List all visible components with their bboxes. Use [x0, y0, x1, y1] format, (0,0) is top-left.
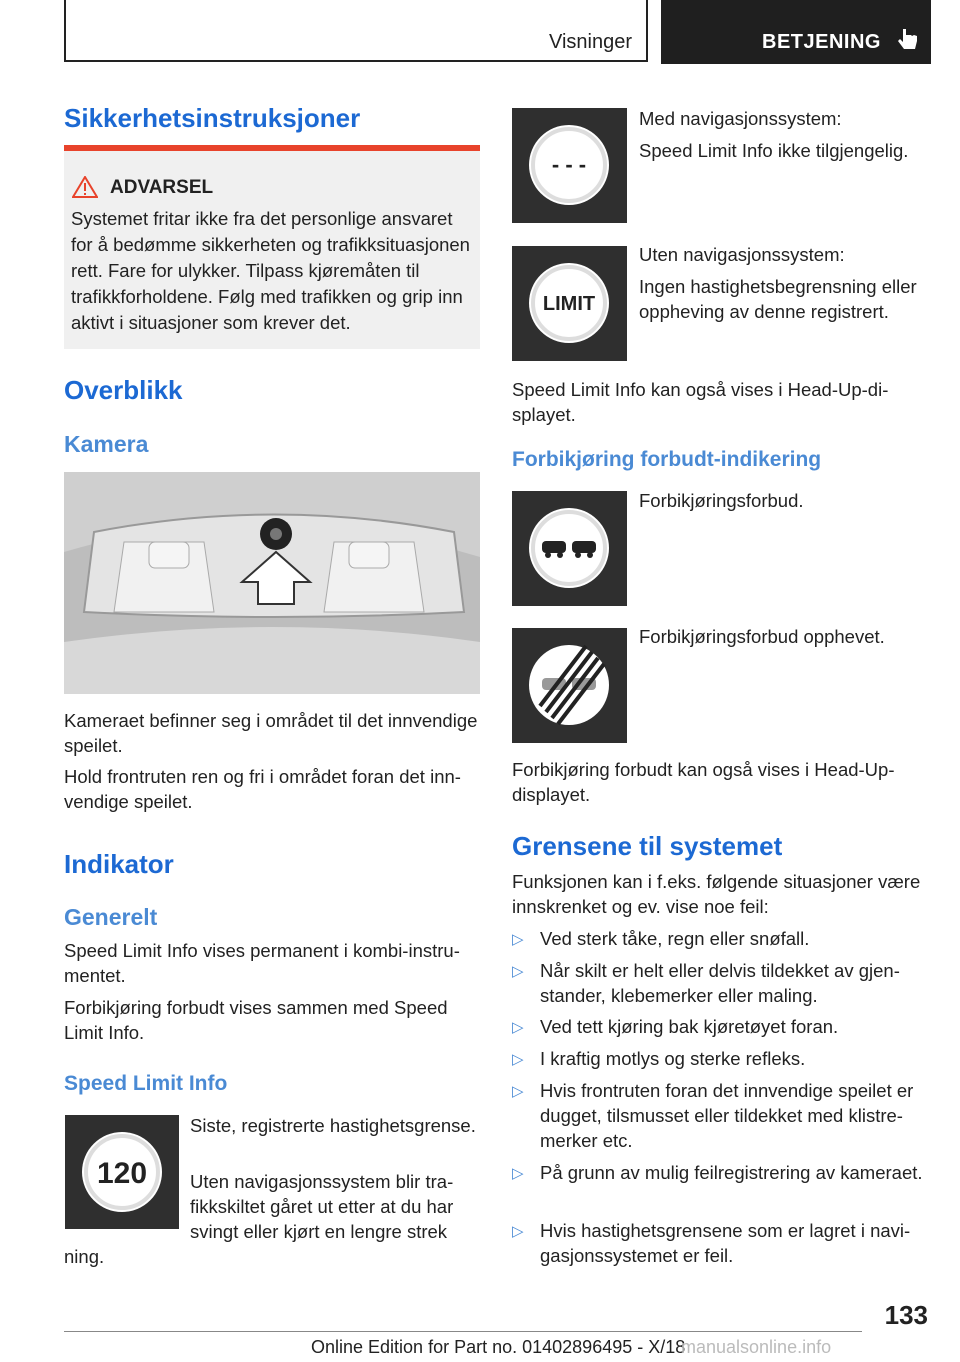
- heading-overblikk: Overblikk: [64, 375, 183, 405]
- sli-paragraph-2: Uten navigasjonssystem blir trafikkskiltet gåret ut etter at du har svingt eller kjørt en lengre strek: [190, 1171, 454, 1242]
- nav-text: Speed Limit Info ikke tilgjengelig.: [639, 140, 909, 161]
- speed-limit-120-sign: [65, 1115, 179, 1229]
- warning-label: ADVARSEL: [110, 177, 214, 198]
- hand-pointer-icon: [896, 27, 920, 53]
- kamera-paragraph-2: Hold frontruten ren og fri i området foran det innvendige speilet.: [64, 766, 461, 812]
- heading-forbikjoring: Forbikjøring forbudt-indikering: [512, 448, 822, 471]
- bullet-marker: ▷: [512, 1223, 524, 1240]
- no-overtaking-sign: [512, 491, 627, 606]
- sli-paragraph-2-end: ning.: [64, 1246, 105, 1267]
- bullet-marker: ▷: [512, 931, 524, 948]
- bullet-marker: ▷: [512, 1051, 524, 1068]
- list-item-text: Ved tett kjøring bak kjøretøyet foran.: [540, 1016, 839, 1037]
- list-item-text: Hvis hastighetsgrensene som er lagret i navigasjonssystemet er feil.: [540, 1220, 911, 1266]
- warning-triangle-icon: [72, 176, 98, 198]
- list-item-text: Ved sterk tåke, regn eller snøfall.: [540, 928, 810, 949]
- speed-limit-value: 120: [96, 1157, 148, 1190]
- forbud-text: Forbikjøringsforbud.: [639, 490, 804, 511]
- dashes-sign: [512, 108, 627, 223]
- limit-sign-text: LIMIT: [542, 293, 596, 315]
- forbikj-hud-text: Forbikjøring forbudt kan også vises i Head-Up-displayet.: [512, 759, 895, 805]
- list-item-text: I kraftig motlys og sterke refleks.: [540, 1048, 806, 1069]
- page-header: [64, 0, 931, 64]
- hud-text: Speed Limit Info kan også vises i Head-Up-displayet.: [512, 379, 889, 425]
- page-number: 133: [884, 1300, 928, 1330]
- heading-kamera: Kamera: [64, 431, 149, 457]
- generelt-paragraph-1: Speed Limit Info vises permanent i kombi-instrumentet.: [64, 940, 460, 986]
- list-item-text: På grunn av mulig feilregistrering av kameraet.: [540, 1162, 923, 1183]
- bullet-marker: ▷: [512, 1019, 524, 1036]
- overtaking-end-sign: [512, 628, 627, 743]
- heading-speed-limit-info: Speed Limit Info: [64, 1072, 228, 1095]
- footer-edition: Online Edition for Part no. 01402896495 - X/18: [311, 1337, 686, 1357]
- nonav-label: Uten navigasjonssystem:: [639, 244, 845, 265]
- nonav-text: Ingen hastighetsbegrensning eller oppheving av denne registrert.: [639, 276, 917, 322]
- list-item-text: Når skilt er helt eller delvis tildekket av gjenstander, klebemerker eller maling.: [540, 960, 900, 1006]
- chapter-tab: [661, 0, 931, 64]
- grensene-intro: Funksjonen kan i f.eks. følgende situasjoner være innskrenket og ev. vise noe feil:: [512, 871, 921, 917]
- dashes-sign-text: - - -: [551, 152, 587, 177]
- nav-label: Med navigasjonssystem:: [639, 108, 842, 129]
- bullet-marker: ▷: [512, 963, 524, 980]
- watermark: manualsonline.info: [681, 1337, 832, 1357]
- bullet-marker: ▷: [512, 1083, 524, 1100]
- heading-grensene: Grensene til systemet: [512, 831, 783, 861]
- heading-generelt: Generelt: [64, 904, 158, 930]
- section-label: Visninger: [548, 31, 632, 53]
- warning-text: Systemet fritar ikke fra det personlige ansvaret for å bedømme sikkerheten og trafikksituasjonen rett. Fare for ulykker. Tilpass kjøremåten til trafikkforholdene. Følg med trafikken og grip inn aktivt i situasjoner som krever det.: [71, 208, 470, 333]
- generelt-paragraph-2: Forbikjøring forbudt vises sammen med Speed Limit Info.: [64, 997, 448, 1043]
- camera-illustration: [64, 472, 480, 694]
- sli-paragraph-1: Siste, registrerte hastighetsgrense.: [190, 1115, 476, 1136]
- bullet-marker: ▷: [512, 1165, 524, 1182]
- section-tab: [64, 0, 648, 62]
- chapter-label: BETJENING: [762, 31, 881, 53]
- section-title-safety: Sikkerhetsinstruksjoner: [64, 103, 361, 133]
- kamera-paragraph-1: Kameraet befinner seg i området til det innvendige speilet.: [64, 710, 478, 756]
- warning-box: [64, 145, 480, 349]
- opphevet-text: Forbikjøringsforbud opphevet.: [639, 626, 885, 647]
- footer-divider: [64, 1331, 862, 1332]
- limit-sign: [512, 246, 627, 361]
- heading-indikator: Indikator: [64, 849, 174, 879]
- list-item-text: Hvis frontruten foran det innvendige speilet er dugget, tilsmusset eller tildekket med klistremerker etc.: [540, 1080, 914, 1151]
